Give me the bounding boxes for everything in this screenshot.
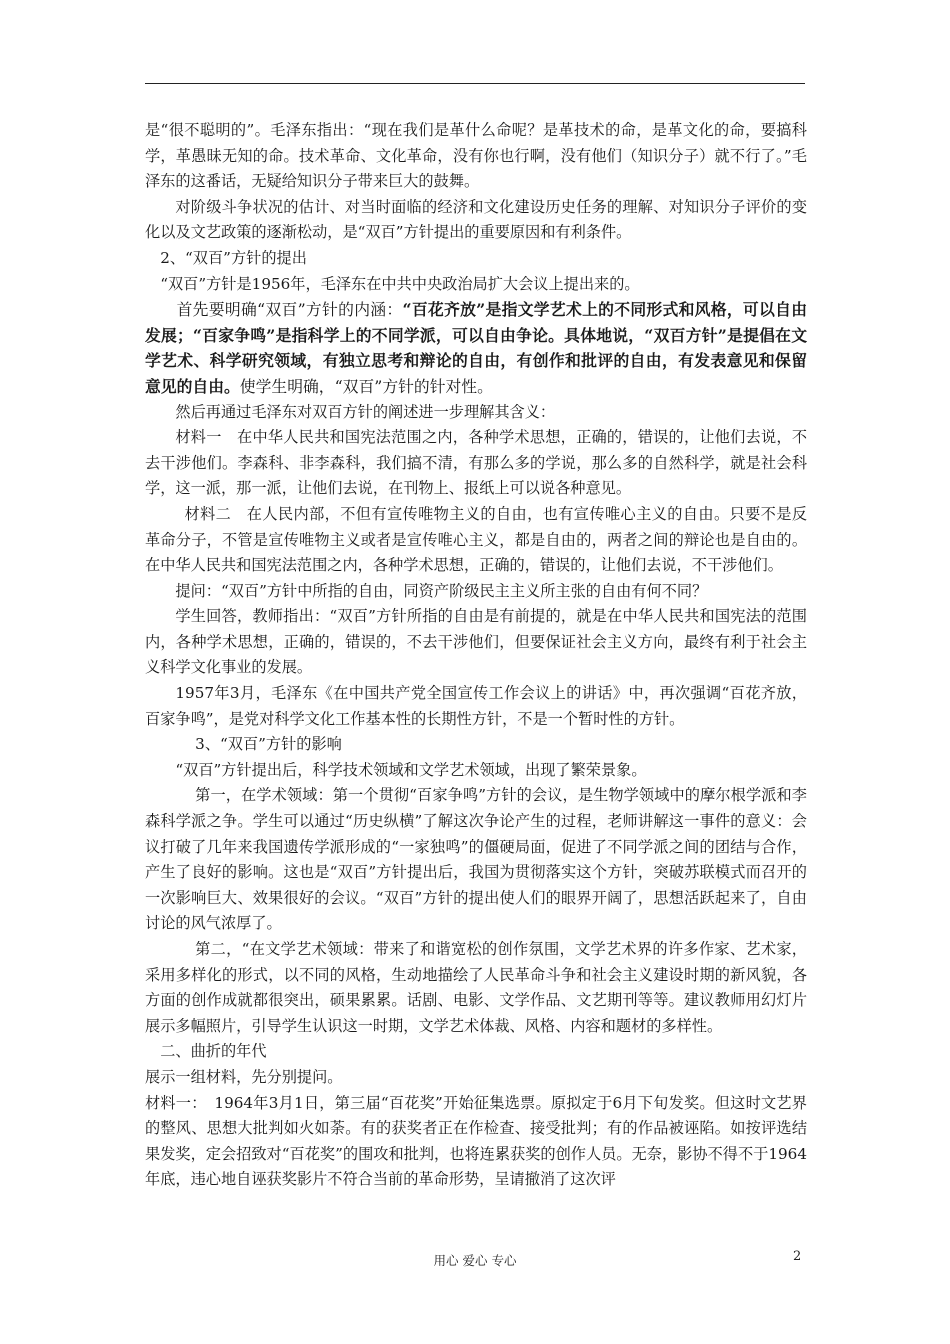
page-number: 2 (793, 1249, 802, 1264)
footer-slogan: 用心 爱心 专心 (433, 1253, 517, 1268)
paragraph (145, 297, 807, 399)
material-one: 材料一 在中华人民共和国宪法范围之内，各种学术思想，正确的，错误的，让他们去说，不去干涉他们。李森科、非李森科，我们搞不清，有那么多的学说，那么多的自然科学，就是社会科学，这一派，那一派，让他们去说，在刊物上、报纸上可以说各种意见。 (145, 428, 807, 498)
body-text (145, 118, 807, 1193)
paragraph: 是“很不聪明的”。毛泽东指出：“现在我们是革什么命呢？是革技术的命，是革文化的命，要搞科学，革愚昧无知的命。技术革命、文化革命，没有你也行啊，没有他们（知识分子）就不行了。”毛泽东的这番话，无疑给知识分子带来巨大的鼓舞。 (145, 121, 807, 191)
paragraph: 第二，“在文学艺术领域：带来了和谐宽松的创作氛围，文学艺术界的许多作家、艺术家，采用多样化的形式，以不同的风格，生动地描绘了人民革命斗争和社会主义建设时期的新风貌，各方面的创作成就都很突出，硕果累累。话剧、电影、文学作品、文艺期刊等等。建议教师用幻灯片展示多幅照片，引导学生认识这一时期，文学艺术体裁、风格、内容和题材的多样性。 (145, 940, 807, 1035)
paragraph-lead: 首先要明确“双百”方针的内涵： (176, 300, 403, 320)
paragraph: “双百”方针是1956年，毛泽东在中共中央政治局扩大会议上提出来的。 (160, 274, 640, 293)
header-rule (145, 83, 805, 84)
bold-definition: “百花齐放”是指文学艺术上的不同形式和风格，可以自由发展；“百家争鸣”是指科学上的不同学派，可以自由争论。具体地说，“双百方针”是提倡在文学艺术、科学研究领域，有独立思考和辩论的自由，有创作和批评的自由，有发表意见和保留意见的自由。 (145, 300, 807, 396)
paragraph: 对阶级斗争状况的估计、对当时面临的经济和文化建设历史任务的理解、对知识分子评价的变化以及文艺政策的逐渐松动，是“双百”方针提出的重要原因和有利条件。 (145, 197, 807, 242)
paragraph: 第一，在学术领域：第一个贯彻“百家争鸣”方针的会议，是生物学领域中的摩尔根学派和李森科学派之争。学生可以通过“历史纵横”了解这次争论产生的过程，老师讲解这一事件的意义：会议打破了几年来我国遗传学派形成的“一家独鸣”的僵硬局面，促进了不同学派之间的团结与合作，产生了良好的影响。这也是“双百”方针提出后，我国为贯彻落实这个方针，突破苏联模式而召开的一次影响巨大、效果很好的会议。“双百”方针的提出使人们的眼界开阔了，思想活跃起来了，自由讨论的风气浓厚了。 (145, 786, 807, 933)
paragraph-tail: 使学生明确，“双百”方针的针对性。 (239, 376, 493, 396)
paragraph: 然后再通过毛泽东对双百方针的阐述进一步理解其含义： (175, 402, 556, 421)
material-two: 材料二 在人民内部，不但有宣传唯物主义的自由，也有宣传唯心主义的自由。只要不是反革命分子，不管是宣传唯物主义或者是宣传唯心主义，都是自由的，两者之间的辩论也是自由的。在中华人民共和国宪法范围之内，各种学术思想，正确的，错误的，让他们去说，不干涉他们。 (145, 504, 807, 575)
material-one: 材料一： 1964年3月1日，第三届“百花奖”开始征集选票。原拟定于6月下旬发奖。但这时文艺界的整风、思想大批判如火如荼。有的获奖者正在作检查、接受批判；有的作品被诬陷。如按评选结果发奖，定会招致对“百花奖”的围攻和批判，也将连累获奖的创作人员。无奈，影协不得不于1964年底，违心地自诬获奖影片不符合当前的革命形势，呈请撤消了这次评 (145, 1093, 807, 1189)
paragraph: 展示一组材料，先分别提问。 (145, 1067, 343, 1086)
paragraph: “双百”方针提出后，科学技术领域和文学艺术领域，出现了繁荣景象。 (175, 760, 647, 779)
paragraph: 学生回答，教师指出：“双百”方针所指的自由是有前提的，就是在中华人民共和国宪法的范围内，各种学术思想，正确的，错误的，不去干涉他们，但要保证社会主义方向，最终有利于社会主义科学文化事业的发展。 (145, 607, 807, 677)
section-heading: 3、“双百”方针的影响 (195, 735, 342, 754)
section-heading: 二、曲折的年代 (160, 1042, 267, 1061)
question: 提问：“双百”方针中所指的自由，同资产阶级民主主义所主张的自由有何不同？ (175, 581, 708, 600)
paragraph: 1957年3月，毛泽东《在中国共产党全国宣传工作会议上的讲话》中，再次强调“百花齐放，百家争鸣”，是党对科学文化工作基本性的长期性方针，不是一个暂时性的方针。 (145, 684, 807, 728)
section-heading: 2、“双百”方针的提出 (160, 248, 307, 267)
